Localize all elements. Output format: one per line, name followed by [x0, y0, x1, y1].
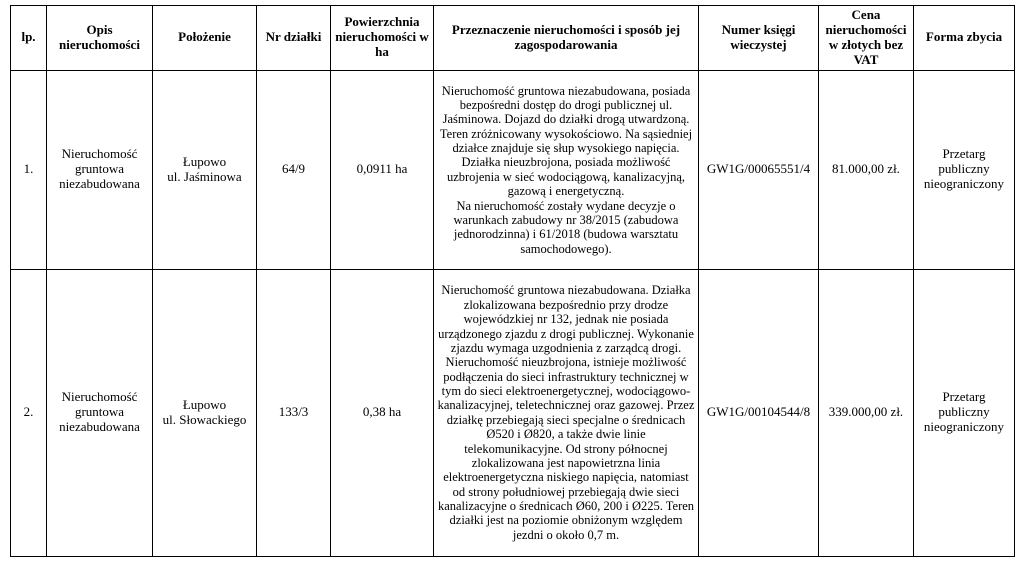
cell-land-register: GW1G/00104544/8: [699, 269, 819, 556]
cell-description: Nieruchomość gruntowa niezabudowana: [47, 269, 153, 556]
cell-purpose: [434, 269, 699, 556]
cell-lp: 1.: [11, 70, 47, 269]
cell-sale-form: Przetarg publiczny nieograniczony: [914, 269, 1015, 556]
cell-price: 339.000,00 zł.: [819, 269, 914, 556]
purpose-paragraph: Nieruchomość gruntowa niezabudowana. Działka zlokalizowana bezpośrednio przy drodze wojewódzkiej nr 132, jednak nie posiada urządzonego zjazdu z drogi publicznej. Wykonanie zjazdu wymaga uzgodnienia z zarządcą drogi. Nieruchomość nieuzbrojona, istnieje możliwość podłączenia do sieci infrastruktury technicznej w tym do sieci elektroenergetycznej, wodociągowo-kanalizacyjnej, teletechnicznej oraz gazowej. Przez działkę przebiegają sieci specjalne o średnicach Ø520 i Ø820, a także dwie linie telekomunikacyjne. Od strony północnej zlokalizowana jest napowietrzna linia elektroenergetyczna niskiego napięcia, natomiast od strony południowej przebiegają dwie sieci kanalizacyjne o średnicach Ø60, 200 i Ø225. Teren działki jest na poziomie obniżonym względem jezdni o około 0,7 m.: [437, 283, 695, 542]
cell-plot-number: 133/3: [257, 269, 331, 556]
table-row: [11, 70, 1015, 269]
cell-sale-form: Przetarg publiczny nieograniczony: [914, 70, 1015, 269]
location-street: ul. Słowackiego: [162, 411, 247, 427]
cell-description: Nieruchomość gruntowa niezabudowana: [47, 70, 153, 269]
column-header-price: Cena nieruchomości w złotych bez VAT: [819, 6, 914, 71]
cell-price: 81.000,00 zł.: [819, 70, 914, 269]
column-header-description: Opis nieruchomości: [47, 6, 153, 71]
cell-area: 0,0911 ha: [331, 70, 434, 269]
cell-location: [153, 70, 257, 269]
property-listing-table: [10, 5, 1015, 557]
cell-plot-number: 64/9: [257, 70, 331, 269]
table-header-row: [11, 6, 1015, 71]
table-row: [11, 269, 1015, 556]
column-header-lp: lp.: [11, 6, 47, 71]
cell-purpose: [434, 70, 699, 269]
location-street: ul. Jaśminowa: [167, 168, 242, 184]
purpose-paragraph: Na nieruchomość zostały wydane decyzje o warunkach zabudowy nr 38/2015 (zabudowa jednorodzinna) i 61/2018 (budowa warsztatu samochodowego).: [453, 198, 679, 256]
cell-area: 0,38 ha: [331, 269, 434, 556]
column-header-area: Powierzchnia nieruchomości w ha: [331, 6, 434, 71]
cell-lp: 2.: [11, 269, 47, 556]
column-header-sale-form: Forma zbycia: [914, 6, 1015, 71]
cell-land-register: GW1G/00065551/4: [699, 70, 819, 269]
location-town: Łupowo: [182, 153, 227, 169]
column-header-location: Położenie: [153, 6, 257, 71]
column-header-purpose: Przeznaczenie nieruchomości i sposób jej zagospodarowania: [434, 6, 699, 71]
purpose-paragraph: Nieruchomość gruntowa niezabudowana, posiada bezpośredni dostęp do drogi publicznej ul. Jaśminowa. Dojazd do działki drogą utwardzoną. Teren zróżnicowany wysokościowo. Na sąsiedniej działce znajduje się słup wysokiego napięcia. Działka nieuzbrojona, posiada możliwość uzbrojenia w sieć wodociągową, kanalizacyjną, gazową i energetyczną.: [439, 83, 693, 199]
column-header-land-register: Numer księgi wieczystej: [699, 6, 819, 71]
location-town: Łupowo: [182, 396, 227, 412]
column-header-plot-number: Nr działki: [257, 6, 331, 71]
cell-location: [153, 269, 257, 556]
